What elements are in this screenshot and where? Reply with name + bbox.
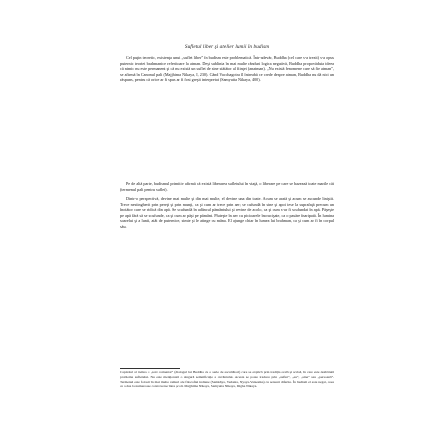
body-paragraph-3: Dintr-o perspectivă, devine mai multe şi din mai multe, el devine una din toate. Acum se arată şi acum se ascunde liniştit. Trece nestingherit prin pereţi şi prin munţi, ca şi cum ar trece prin aer; se cufundă în sine şi apoi iese la suprafaţă precum un înotător care se ridică din apă. Se scufundă în adâncul pământului şi revine de acolo, ca şi cum s-ar fi scufundat în apă. Păşeşte pe apă fără să se scufunde, ca şi cum ar păşi pe pământ. Pluteşte în aer cu picioarele încrucişate, ca o pasăre înaripată. În lumina soarelui şi a lunii, atât de puternice, simte şi le atinge cu mâna. El ajunge chiar în lumea lui brahman, ca şi cum ar fi în corpul său. — [120, 196, 334, 229]
body-paragraph-1: Cel puţin teoretic, existenţa unui „suflet liber” în budism este problematică. Într-adevăr, Buddha (cel care s-a trezit) s-a opus puternic teoriei brahmanice referitoare la atman. Deşi sublinia în mai multe rânduri logica negativă, Buddha propovăduia ideea că nimic nu este permanent şi că nu există un suflet de sine stătător al fiinţei (anatman). „Nu există fenomene care să fie atman”, se afirmă în Canonul pali (Majjhima Nikaya, I, 230). Când Vacchagotra îl întreabă ce crede despre atman, Buddha nu dă nici un răspuns, pentru că orice ar fi spus ar fi fost greşit interpretat (Samyutta Nikaya, 400). — [120, 55, 334, 83]
section-title: Sufletul liber şi atelier lumii în budism — [184, 44, 270, 50]
footnote-divider — [120, 368, 180, 369]
footnote: Capitolul al treilea = „text comentat” (dialogul lui Buddha cu o serie de ascultători) care se explică prin tradiţia orală şi scrisă, în care este dezbătută problema sufletului. Nu este menţionată o singură semnificaţie a cuvântului. Acesta se poate traduce prin „suflet”, „eu”, „sine” sau „persoană”. Termenul este folosit în mai multe ramuri ale filozofiei indiene (Samkhya, Vedanta, Nyaya-Vaisesika) cu sensuri diferite. În budism el este negat, ceea ce a dus la numeroase controverse între şcoli. Majjhima Nikaya, Samyutta Nikaya, Digha Nikaya. — [120, 370, 334, 389]
text-column — [120, 44, 334, 299]
body-paragraph-2: Pe de altă parte, budismul primitiv afirmă că există liberarea sufletului în viaţă, o liberare pe care se bazează toate marile căi (termenul pali pentru suflet). — [120, 181, 334, 192]
